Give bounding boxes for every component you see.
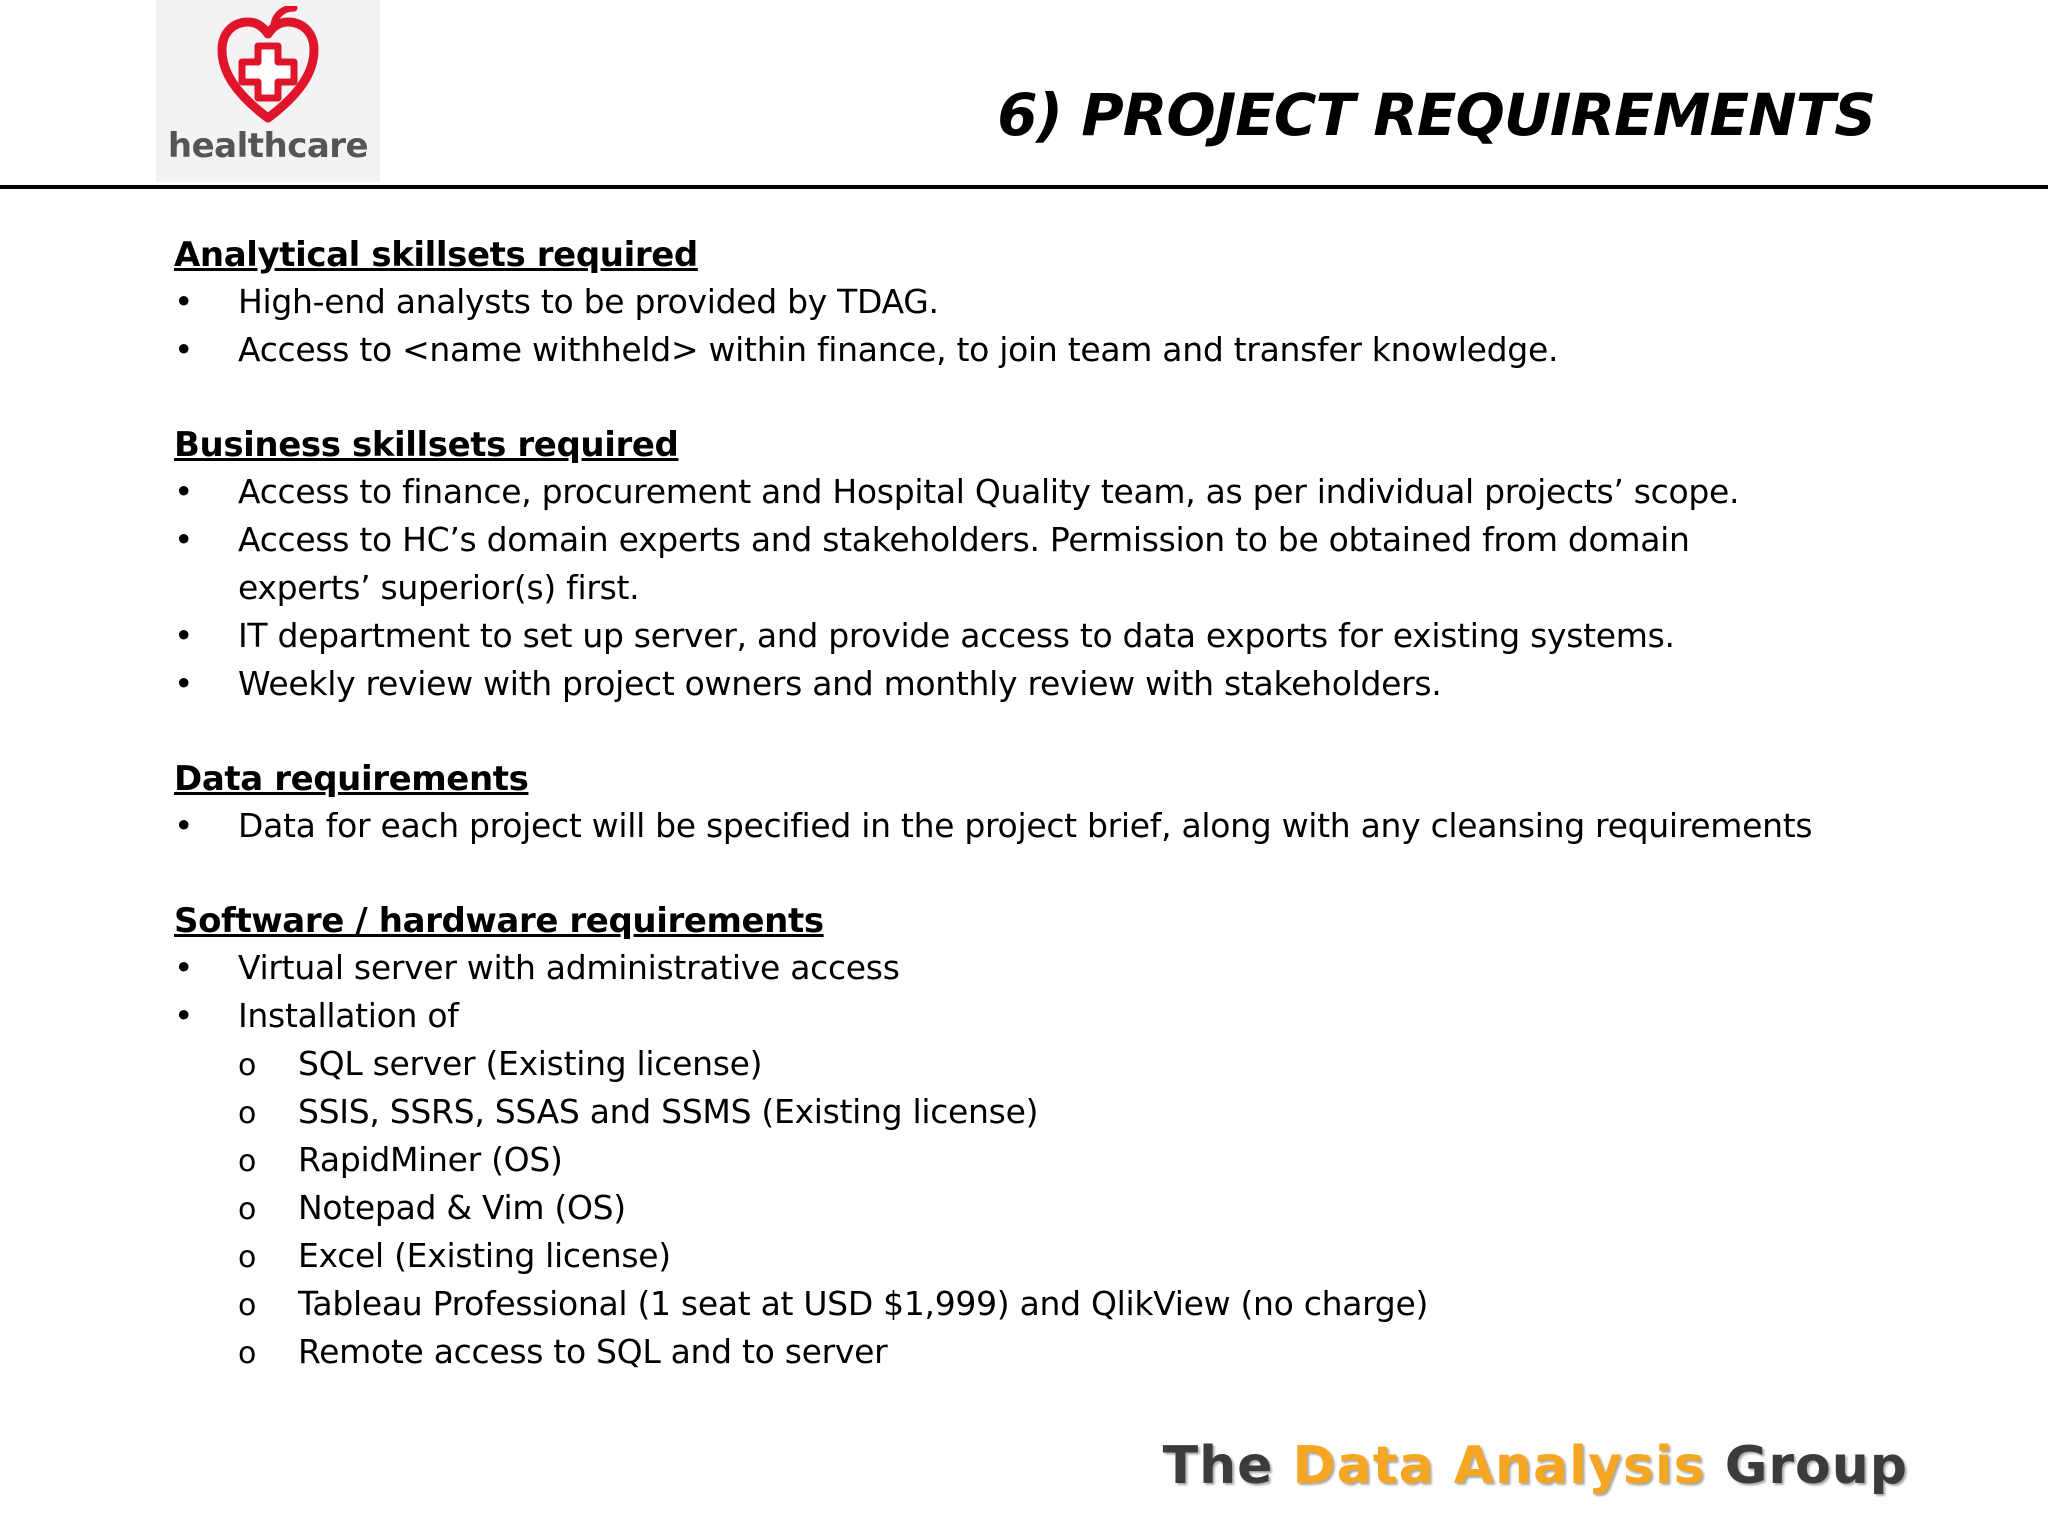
requirements-content [174,232,1874,1424]
section-software-hardware [174,898,1874,1376]
bullet: • [174,282,194,321]
bullet: • [174,520,194,559]
bullet: • [174,330,194,369]
sub-bullet: o [238,1240,257,1275]
sub-bullet: o [238,1048,257,1083]
sub-bullet: o [238,1336,257,1371]
list-item: • High-end analysts to be provided by TDAG. [174,278,1874,326]
list-item: • Installation of o SQL server (Existing license) o SSIS, SSRS, SSAS and SSMS (Existing license) o RapidMiner (OS) o Notepad & Vim (OS) o Excel (Existing license) o Tableau Professional (1 seat at USD $1,999) and QlikView (no charge) o Remote access to SQL and to server [174,992,1874,1376]
sub-bullet: o [238,1096,257,1131]
sub-list-item: o Excel (Existing license) [238,1232,1874,1280]
logo-text: healthcare [167,126,369,166]
section-heading: Business skillsets required [174,425,679,465]
slide-title: 6) PROJECT REQUIREMENTS [997,81,1875,149]
section-heading: Software / hardware requirements [174,901,824,941]
sub-list [238,1040,1874,1376]
sub-list-item: o Notepad & Vim (OS) [238,1184,1874,1232]
list-item: • Weekly review with project owners and monthly review with stakeholders. [174,660,1874,708]
list-item: • Data for each project will be specified in the project brief, along with any cleansing requirements [174,802,1874,850]
bullet: • [174,806,194,845]
sub-list-item: o SQL server (Existing license) [238,1040,1874,1088]
list-item: • Access to <name withheld> within finance, to join team and transfer knowledge. [174,326,1874,374]
footer-word-data-analysis: Data Analysis [1292,1436,1706,1496]
sub-bullet: o [238,1144,257,1179]
list-item: • IT department to set up server, and provide access to data exports for existing systems. [174,612,1874,660]
bullet: • [174,472,194,511]
sub-list-item: o RapidMiner (OS) [238,1136,1874,1184]
healthcare-logo [156,0,380,182]
footer-word-the: The [1162,1436,1274,1496]
list-item: • Access to finance, procurement and Hospital Quality team, as per individual projects’ scope. [174,468,1874,516]
section-heading: Data requirements [174,759,529,799]
bullet: • [174,948,194,987]
sub-bullet: o [238,1192,257,1227]
data-analysis-group-logo [1163,1436,1908,1496]
bullet: • [174,996,194,1035]
sub-list-item: o Tableau Professional (1 seat at USD $1,999) and QlikView (no charge) [238,1280,1874,1328]
section-heading: Analytical skillsets required [174,235,698,275]
heart-cross-icon [216,6,320,126]
section-data-requirements [174,756,1874,850]
section-analytical-skillsets [174,232,1874,374]
bullet: • [174,616,194,655]
sub-list-item: o SSIS, SSRS, SSAS and SSMS (Existing license) [238,1088,1874,1136]
sub-list-item: o Remote access to SQL and to server [238,1328,1874,1376]
sub-bullet: o [238,1288,257,1323]
list-item: • Access to HC’s domain experts and stakeholders. Permission to be obtained from domain experts’ superior(s) first. [174,516,1818,612]
footer-word-group: Group [1724,1436,1908,1496]
bullet: • [174,664,194,703]
section-business-skillsets [174,422,1874,708]
title-divider [0,185,2048,189]
list-item: • Virtual server with administrative access [174,944,1874,992]
